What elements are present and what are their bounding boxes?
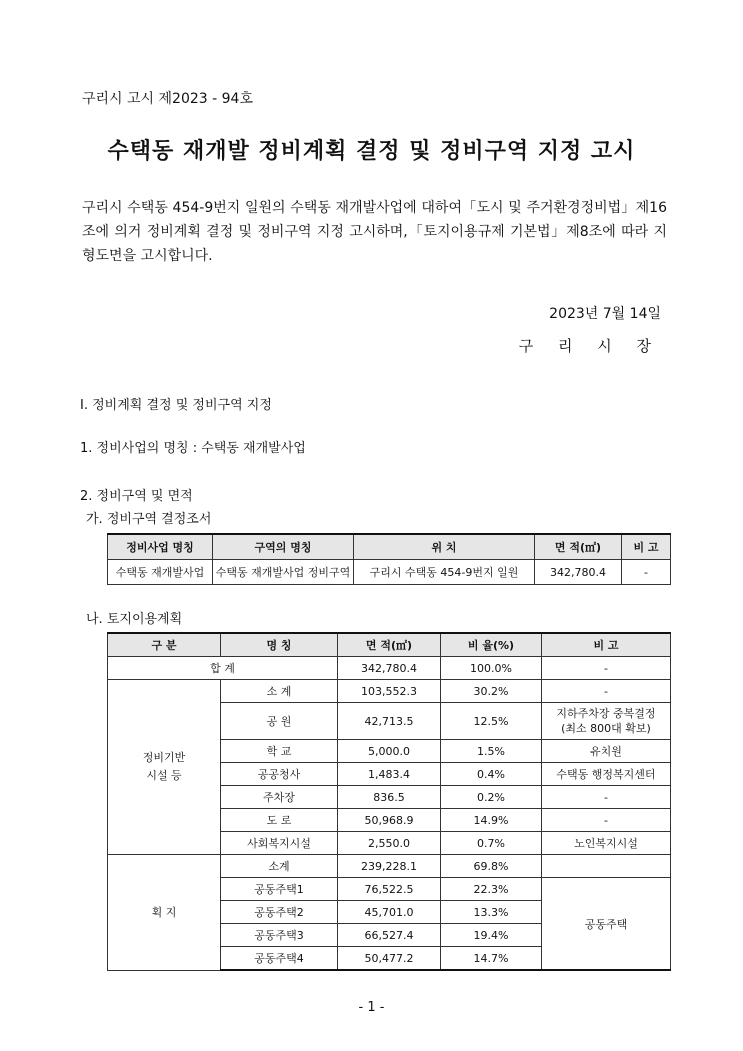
table-cell: 유치원	[542, 740, 671, 763]
table-cell	[542, 855, 671, 878]
table-cell: 30.2%	[441, 680, 542, 703]
table-header-row	[108, 534, 671, 560]
table-cell: -	[622, 560, 671, 585]
table-header: 비 고	[622, 534, 671, 560]
total-note: -	[542, 657, 671, 680]
table-header: 구역의 명칭	[213, 534, 354, 560]
notice-number: 구리시 고시 제2023 - 94호	[82, 91, 253, 107]
table-cell: 0.2%	[441, 786, 542, 809]
table-cell: 836.5	[338, 786, 441, 809]
notice-date: 2023년 7월 14일	[549, 306, 661, 322]
table-cell: 103,552.3	[338, 680, 441, 703]
project-name-item: 1. 정비사업의 명칭 : 수택동 재개발사업	[80, 441, 306, 456]
table-cell: 지하주차장 중복결정 (최소 800대 확보)	[542, 703, 671, 740]
table-cell: 66,527.4	[338, 924, 441, 947]
table-cell: 소 계	[221, 680, 338, 703]
table-cell: 14.9%	[441, 809, 542, 832]
area-item: 2. 정비구역 및 면적	[80, 489, 193, 504]
table-cell: 13.3%	[441, 901, 542, 924]
table-cell: 공공청사	[221, 763, 338, 786]
table-cell: 공동주택4	[221, 947, 338, 971]
table-cell: -	[542, 809, 671, 832]
table-cell: 14.7%	[441, 947, 542, 971]
table-cell: 주차장	[221, 786, 338, 809]
table-header: 면 적(㎡)	[338, 633, 441, 657]
total-row	[108, 657, 671, 680]
table-header: 위 치	[354, 534, 535, 560]
table-cell: 342,780.4	[535, 560, 622, 585]
table-header: 비 고	[542, 633, 671, 657]
table-cell: 69.8%	[441, 855, 542, 878]
table-cell: 공동주택2	[221, 901, 338, 924]
table-row	[108, 680, 671, 703]
table-header-row	[108, 633, 671, 657]
table-cell: -	[542, 786, 671, 809]
page-title: 수택동 재개발 정비계획 결정 및 정비구역 지정 고시	[107, 139, 636, 164]
table-cell: 구리시 수택동 454-9번지 일원	[354, 560, 535, 585]
table-cell: 0.7%	[441, 832, 542, 855]
table-cell: 소계	[221, 855, 338, 878]
housing-note: 공동주택	[542, 878, 671, 971]
table-cell: 사회복지시설	[221, 832, 338, 855]
table-header: 구 분	[108, 633, 221, 657]
total-ratio: 100.0%	[441, 657, 542, 680]
subheading-a: 가. 정비구역 결정조서	[86, 512, 212, 527]
table-cell: 42,713.5	[338, 703, 441, 740]
section-heading: Ⅰ. 정비계획 결정 및 정비구역 지정	[80, 398, 272, 413]
table-cell: 2,550.0	[338, 832, 441, 855]
table-cell: 수택동 재개발사업	[108, 560, 213, 585]
table-cell: 0.4%	[441, 763, 542, 786]
table-cell: 1,483.4	[338, 763, 441, 786]
table-cell: 수택동 행정복지센터	[542, 763, 671, 786]
table-cell: -	[542, 680, 671, 703]
table-cell: 50,477.2	[338, 947, 441, 971]
total-area: 342,780.4	[338, 657, 441, 680]
table-cell: 노인복지시설	[542, 832, 671, 855]
table-header: 면 적(㎡)	[535, 534, 622, 560]
group-label-lots: 획 지	[108, 855, 221, 971]
land-use-table	[107, 632, 671, 971]
table-row	[108, 560, 671, 585]
table-cell: 수택동 재개발사업 정비구역	[213, 560, 354, 585]
table-cell: 1.5%	[441, 740, 542, 763]
table-header: 정비사업 명칭	[108, 534, 213, 560]
table-cell: 학 교	[221, 740, 338, 763]
table-cell: 공동주택1	[221, 878, 338, 901]
page-number: - 1 -	[358, 1000, 385, 1015]
table-row	[108, 855, 671, 878]
table-cell: 22.3%	[441, 878, 542, 901]
table-cell: 19.4%	[441, 924, 542, 947]
notice-body: 구리시 수택동 454-9번지 일원의 수택동 재개발사업에 대하여「도시 및 주거환경정비법」제16조에 의거 정비계획 결정 및 정비구역 지정 고시하며,「토지이용규제 기본법」제8조에 따라 지형도면을 고시합니다.	[82, 200, 667, 264]
table-cell: 공동주택3	[221, 924, 338, 947]
table-cell: 5,000.0	[338, 740, 441, 763]
total-label: 합 계	[108, 657, 338, 680]
table-cell: 239,228.1	[338, 855, 441, 878]
table-cell: 12.5%	[441, 703, 542, 740]
table-cell: 공 원	[221, 703, 338, 740]
group-label-infrastructure: 정비기반 시설 등	[108, 680, 221, 855]
subheading-b: 나. 토지이용계획	[86, 612, 183, 627]
issuer: 구 리 시 장	[518, 337, 661, 355]
table-header: 비 율(%)	[441, 633, 542, 657]
zone-decision-table	[107, 533, 671, 585]
table-cell: 도 로	[221, 809, 338, 832]
table-cell: 76,522.5	[338, 878, 441, 901]
table-cell: 50,968.9	[338, 809, 441, 832]
table-cell: 45,701.0	[338, 901, 441, 924]
table-header: 명 칭	[221, 633, 338, 657]
